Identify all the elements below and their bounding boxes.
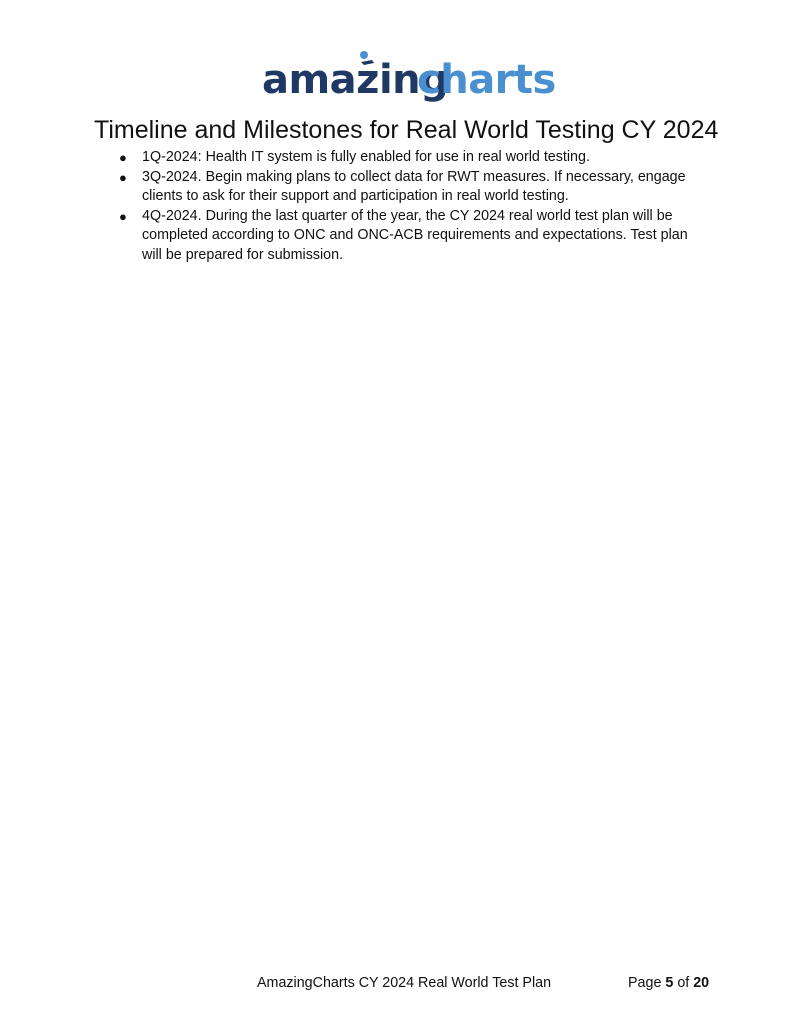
page-number (628, 973, 709, 993)
page-of: of (677, 975, 690, 991)
list-item-text: 3Q-2024. Begin making plans to collect data for RWT measures. If necessary, engage clients to ask for their support and participation in real world testing. (142, 168, 686, 204)
list-item (119, 168, 702, 207)
company-logo (262, 50, 556, 110)
logo-text-secondary: charts (417, 57, 556, 103)
bullet-icon: ● (119, 150, 127, 165)
bullet-icon: ● (119, 169, 127, 185)
page-label: Page (628, 975, 662, 991)
section-heading: Timeline and Milestones for Real World Testing CY 2024 (94, 116, 719, 144)
page-current: 5 (665, 975, 674, 991)
page-total: 20 (693, 975, 710, 991)
list-item-text: 1Q-2024: Health IT system is fully enabled for use in real world testing. (142, 149, 590, 165)
list-item-text: 4Q-2024. During the last quarter of the year, the CY 2024 real world test plan will be completed according to ONC and ONC-ACB requirements and expectations. Test plan will be prepared for submission. (142, 207, 688, 263)
list-item (119, 207, 702, 266)
list-item (119, 148, 702, 168)
milestone-list (119, 148, 702, 265)
bullet-icon: ● (119, 208, 127, 224)
footer-title: AmazingCharts CY 2024 Real World Test Plan (257, 975, 552, 991)
logo-text-primary: amazing (262, 57, 449, 103)
